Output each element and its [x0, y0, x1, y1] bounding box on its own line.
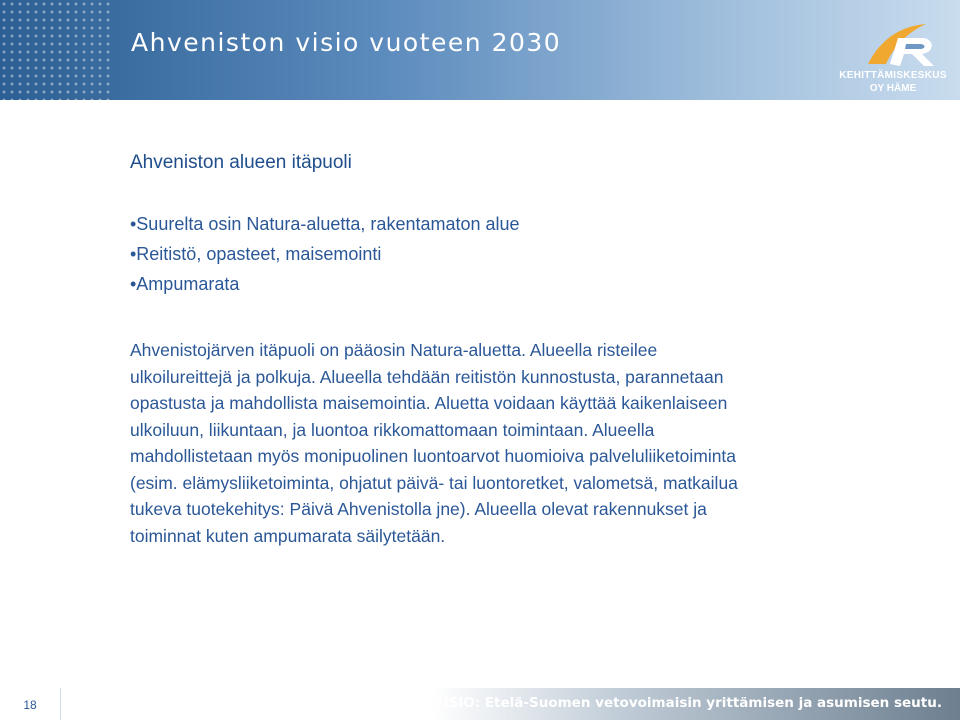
- page-title: Ahveniston visio vuoteen 2030: [131, 28, 562, 57]
- header-dot-pattern: [0, 0, 110, 100]
- page-number: 18: [0, 688, 61, 720]
- logo-line2: OY HÄME: [869, 83, 917, 94]
- paragraph-line: opastusta ja mahdollista maisemointia. Aluetta voidaan käyttää kaikenlaiseen: [130, 393, 728, 413]
- paragraph-line: ulkoilureittejä ja polkuja. Alueella tehdään reitistön kunnostusta, parannetaan: [130, 366, 724, 387]
- bullet-item: •Ampumarata: [130, 274, 240, 294]
- footer-slogan: [433, 695, 942, 711]
- paragraph-line: mahdollistetaan myös monipuolinen luontoarvot huomioiva palveluliiketoiminta: [130, 446, 737, 466]
- paragraph-line: Ahvenistojärven itäpuoli on pääosin Natura-aluetta. Alueella risteilee: [130, 340, 658, 360]
- bullet-item: •Reitistö, opasteet, maisemointi: [130, 244, 382, 264]
- description-paragraph: [130, 337, 890, 549]
- paragraph-line: ulkoiluun, liikuntaan, ja luontoa rikkomattomaan toimintaan. Alueella: [130, 419, 655, 440]
- bullet-list: [130, 212, 520, 302]
- footer-bar: [0, 688, 960, 720]
- footer-brand: VISIO:: [433, 695, 481, 711]
- footer-slogan-text: Etelä-Suomen vetovoimaisin yrittämisen ja asumisen seutu.: [484, 695, 942, 711]
- paragraph-line: toiminnat kuten ampumarata säilytetään.: [130, 525, 446, 546]
- section-heading: Ahveniston alueen itäpuoli: [130, 152, 352, 173]
- bullet-item: •Suurelta osin Natura-aluetta, rakentamaton alue: [130, 214, 520, 234]
- paragraph-line: (esim. elämysliiketoiminta, ohjatut päivä- tai luontoretket, valometsä, matkailua: [130, 472, 738, 493]
- logo-line1: KEHITTÄMISKESKUS: [839, 70, 947, 81]
- company-logo: [838, 20, 948, 96]
- header-banner: [0, 0, 960, 100]
- kehittamiskeskus-logo-icon: [838, 20, 948, 70]
- paragraph-line: tukeva tuotekehitys: Päivä Ahvenistolla jne). Alueella olevat rakennukset ja: [130, 499, 707, 519]
